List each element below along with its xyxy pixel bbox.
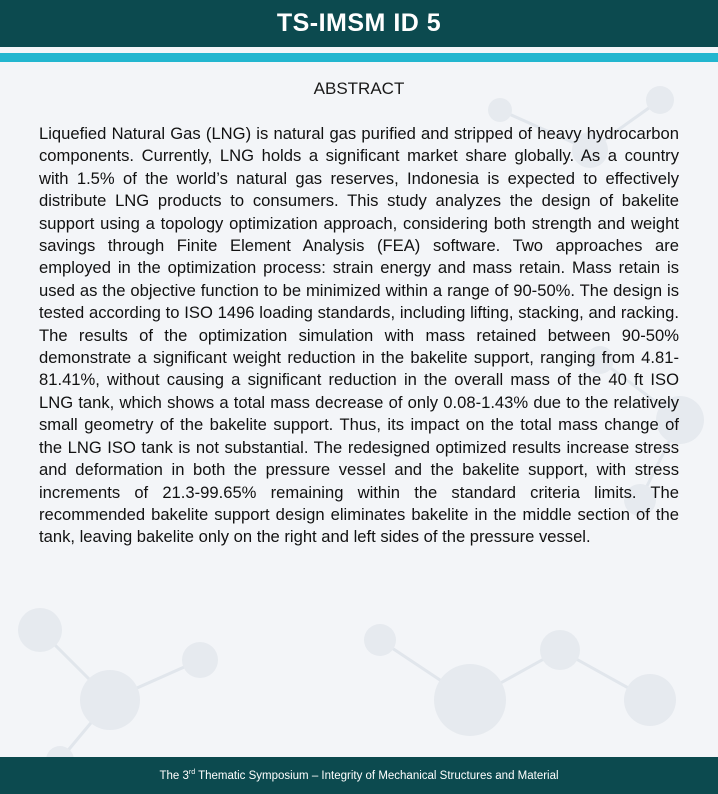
footer-banner — [0, 757, 718, 794]
footer-text — [159, 770, 558, 782]
page-title: TS-IMSM ID 5 — [276, 9, 442, 37]
accent-bar — [0, 53, 718, 62]
footer-prefix: The 3 — [159, 769, 189, 782]
abstract-body: Liquefied Natural Gas (LNG) is natural gas purified and stripped of heavy hydrocarbon components. Currently, LNG holds a significant market share globally. As a country with 1.5% of the world’s natural gas reserves, Indonesia is expected to effectively distribute LNG products to consumers. This study analyzes the design of bakelite support using a topology optimization approach, considering both strength and weight savings through Finite Element Analysis (FEA) software. Two approaches are employed in the optimization process: strain energy and mass retain. Mass retain is used as the objective function to be minimized within a range of 90-50%. The design is tested according to ISO 1496 loading standards, including lifting, stacking, and racking. The results of the optimization simulation with mass retained between 90-50% demonstrate a significant weight reduction in the bakelite support, ranging from 4.81-81.41%, without causing a significant reduction in the overall mass of the 40 ft ISO LNG tank, which shows a total mass decrease of only 0.08-1.43% due to the relatively small geometry of the bakelite support. Thus, its impact on the total mass change of the LNG ISO tank is not substantial. The redesigned optimized results increase stress and deformation in both the pressure vessel and the bakelite support, with stress increments of 21.3-99.65% remaining within the standard criteria limits. The recommended bakelite support design eliminates bakelite in the middle section of the tank, leaving bakelite only on the right and left sides of the pressure vessel. — [39, 124, 679, 547]
footer-suffix: Thematic Symposium – Integrity of Mechanical Structures and Material — [195, 769, 559, 782]
header-banner — [0, 0, 718, 47]
footer-ordinal: rd — [188, 768, 196, 776]
abstract-heading: ABSTRACT — [313, 79, 405, 98]
